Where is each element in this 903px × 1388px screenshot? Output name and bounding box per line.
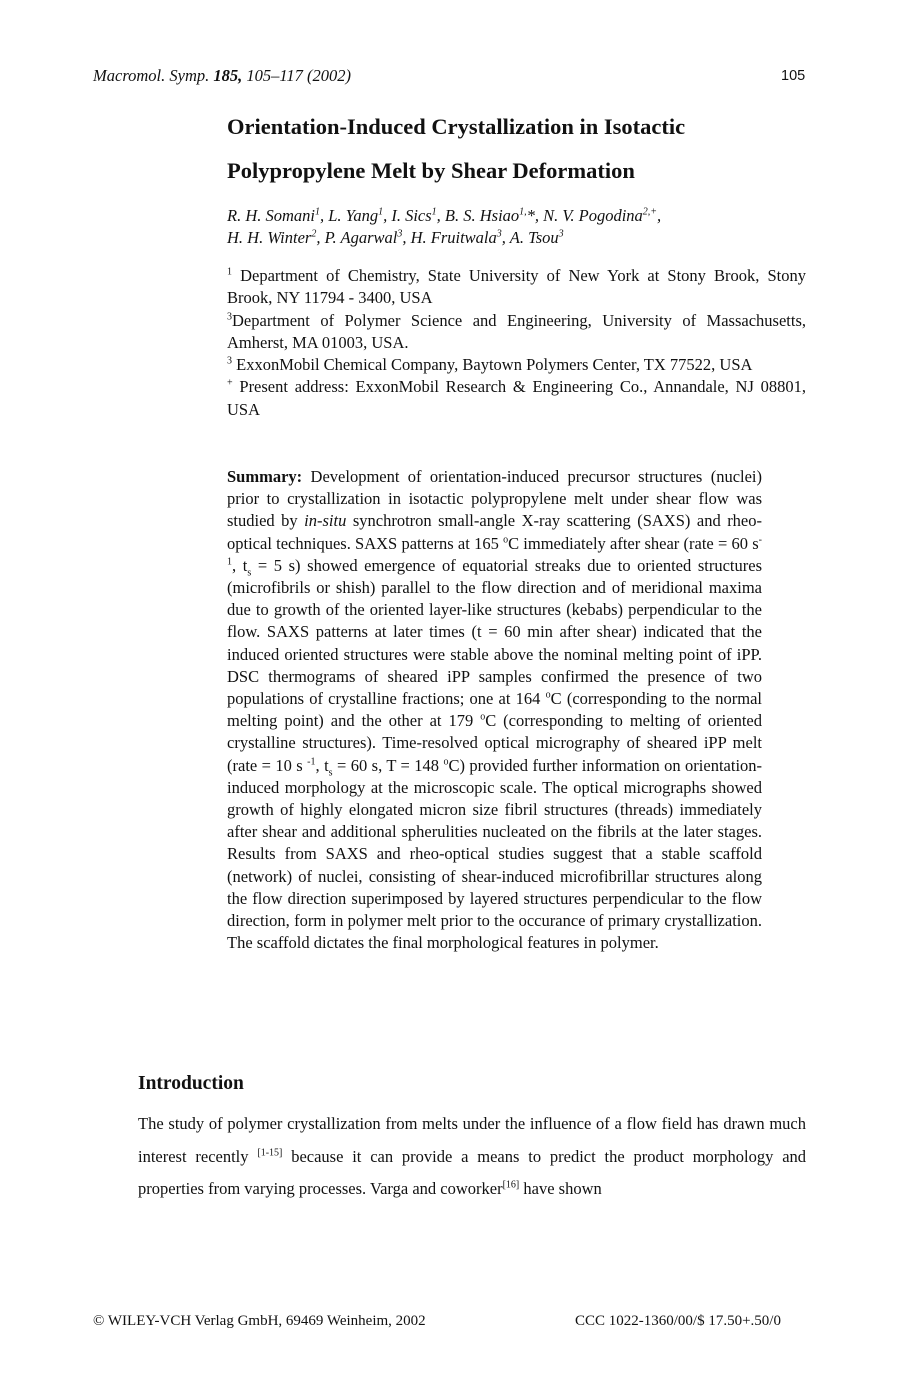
journal-citation (93, 66, 351, 86)
author: A. Tsou$^3$ (509, 228, 564, 247)
author: H. H. Winter$^2$ (227, 228, 317, 247)
author: I. Sics$^1$ (391, 206, 437, 225)
journal-volume: 185, (213, 66, 243, 85)
page-number: 105 (781, 68, 806, 84)
citation-ref: [1-15] (257, 1147, 283, 1159)
summary-label: Summary: (227, 467, 303, 486)
citation-ref: [16] (502, 1179, 520, 1191)
journal-pages-year: 105–117 (2002) (246, 66, 352, 85)
introduction-text: The study of polymer crystallization from melts under the influence of a flow field has drawn much interest recently [1-15] because it can provide a means to predict the product morphology and properties from varying processes. Varga and coworker[16] have shown (138, 1114, 807, 1199)
paper-title-line-1: Orientation-Induced Crystallization in Isotactic (227, 114, 686, 139)
introduction-heading: Introduction (138, 1073, 244, 1094)
author: P. Agarwal$^3$ (324, 228, 403, 247)
author: R. H. Somani$^1$ (227, 206, 320, 225)
paper-title-line-2: Polypropylene Melt by Shear Deformation (227, 158, 635, 183)
author: B. S. Hsiao$^{1,}$* (444, 206, 535, 225)
affiliation: $^1$ Department of Chemistry, State University of New York at Stony Brook, Stony Brook, NY 11794 - 3400, USA (227, 266, 806, 308)
ccc-code-footer: CCC 1022-1360/00/$ 17.50+.50/0 (575, 1313, 781, 1329)
affiliation: $^3$ ExxonMobil Chemical Company, Baytown Polymers Center, TX 77522, USA (227, 355, 753, 375)
copyright-footer: © WILEY-VCH Verlag GmbH, 69469 Weinheim, 2002 (93, 1313, 426, 1329)
author-list: R. H. Somani$^1$, L. Yang$^1$, I. Sics$^1$, B. S. Hsiao$^{1,}$*, N. V. Pogodina$^{2,+}$, H. H. Winter$^2$, P. Agarwal$^3$, H. Fruitwala$^3$, A. Tsou$^3$ (227, 206, 662, 247)
author: H. Fruitwala$^3$ (410, 228, 502, 247)
affiliation: + Present address: ExxonMobil Research & Engineering Co., Annandale, NJ 08801, USA (227, 377, 806, 419)
summary-abstract: Summary: Development of orientation-induced precursor structures (nuclei) prior to crystallization in isotactic polypropylene melt under shear flow was studied by in-situ synchrotron small-angle X-ray scattering (SAXS) and rheo-optical techniques. SAXS patterns at 165 $^o$C immediately after shear (rate = 60 $s^{-1}$, $t_s = 5$ s) showed emergence of equatorial streaks due to oriented structures (microfibrils or shish) parallel to the flow direction and of meridional maxima due to growth of the oriented layer-like structures (kebabs) perpendicular to the flow. SAXS patterns at later times (t = 60 min after shear) indicated that the induced oriented structures were stable above the nominal melting point of iPP. DSC thermograms of sheared iPP samples confirmed the presence of two populations of crystalline fractions; one at 164 $^o$C (corresponding to the normal melting point) and the other at 179 $^o$C (corresponding to melting of oriented crystalline structures). Time-resolved optical micrography of sheared iPP melt (rate = 10 s $^{-1}$, $t_s = 60$ s, T = 148 $^o$C) provided further information on orientation-induced morphology at the microscopic scale. The optical micrographs showed growth of highly elongated micron size fibril structures (threads) immediately after shear and additional spherulities nucleated on the fibrils at the later stages. Results from SAXS and rheo-optical studies suggest that a stable scaffold (network) of nuclei, consisting of shear-induced microfibrillar structures along the flow direction superimposed by layered structures perpendicular to the flow direction, form in polymer melt prior to the occurance of primary crystallization. The scaffold dictates the final morphological features in polymer. (227, 467, 763, 953)
affiliation: $^3$Department of Polymer Science and Engineering, University of Massachusetts, Amherst, MA 01003, USA. (227, 310, 806, 352)
author: N. V. Pogodina$^{2,+}$ (543, 206, 658, 225)
author: L. Yang$^1$ (328, 206, 384, 225)
affiliations (227, 265, 806, 421)
journal-name: Macromol. Symp. (93, 66, 210, 85)
